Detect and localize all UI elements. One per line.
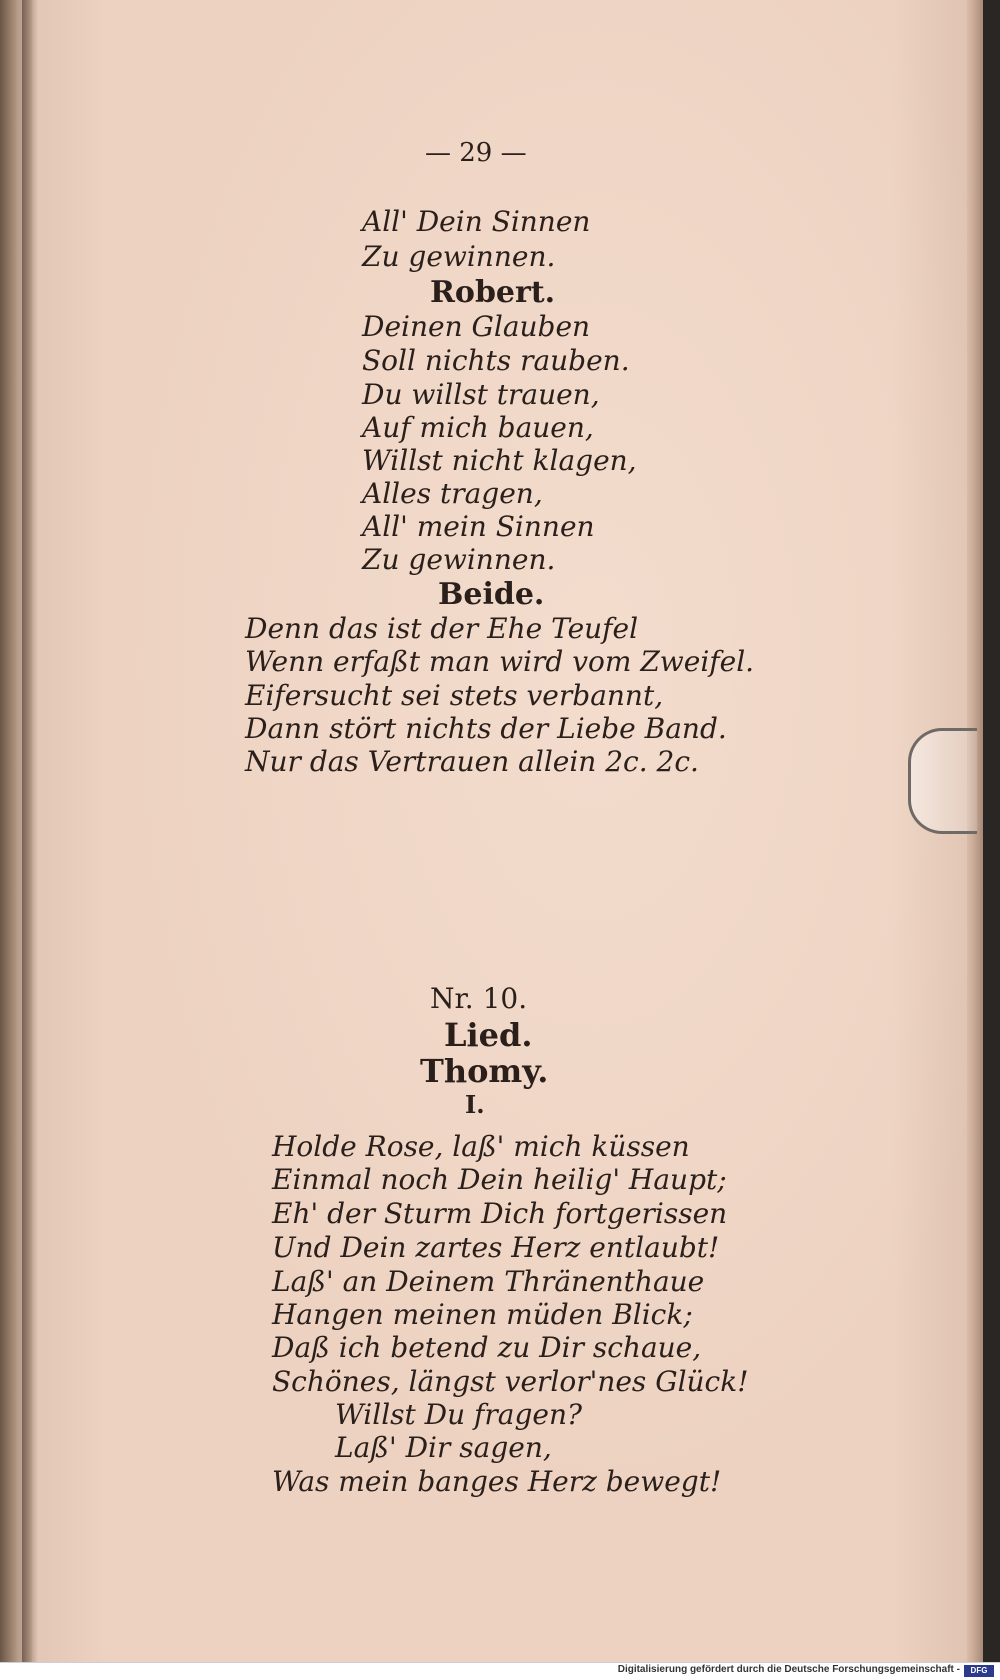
verse-line: Daß ich betend zu Dir schaue, [272, 1331, 702, 1364]
verse-line: Denn das ist der Ehe Teufel [245, 612, 639, 645]
dfg-logo: DFG [964, 1665, 994, 1677]
footer-bar [0, 1662, 1000, 1680]
verse-line: Laß' an Deinem Thränenthaue [272, 1265, 705, 1298]
verse-line: Soll nichts rauben. [362, 344, 630, 377]
verse-line: All' Dein Sinnen [362, 205, 591, 238]
stanza-number: I. [465, 1090, 485, 1119]
song-title: Lied. [444, 1016, 533, 1054]
verse-line: Hangen meinen müden Blick; [272, 1298, 693, 1331]
verse-line: Wenn erfaßt man wird vom Zweifel. [245, 645, 755, 678]
fore-edge [983, 0, 1000, 1662]
verse-line: Nur das Vertrauen allein 2c. 2c. [245, 745, 699, 778]
verse-line: Deinen Glauben [362, 310, 591, 343]
speaker-robert: Robert. [430, 275, 556, 310]
verse-line: Willst Du fragen? [335, 1398, 583, 1431]
verse-line: Willst nicht klagen, [362, 444, 637, 477]
verse-line: Alles tragen, [362, 477, 543, 510]
verse-line: All' mein Sinnen [362, 510, 595, 543]
verse-line: Und Dein zartes Herz entlaubt! [272, 1231, 720, 1264]
verse-line: Dann stört nichts der Liebe Band. [245, 712, 727, 745]
verse-line: Holde Rose, laß' mich küssen [272, 1130, 690, 1163]
speaker-beide: Beide. [438, 577, 545, 612]
verse-line: Eifersucht sei stets verbannt, [245, 679, 664, 712]
spine-shadow [22, 0, 38, 1662]
page-number: — 29 — [425, 138, 527, 168]
speaker-thomy: Thomy. [420, 1052, 549, 1090]
verse-line: Schönes, längst verlor'nes Glück! [272, 1365, 749, 1398]
verse-line: Zu gewinnen. [362, 240, 556, 273]
verse-line: Eh' der Sturm Dich fortgerissen [272, 1197, 728, 1230]
song-number: Nr. 10. [430, 982, 528, 1015]
verse-line: Laß' Dir sagen, [335, 1431, 552, 1464]
footer-credit: Digitalisierung gefördert durch die Deutsche Forschungsgemeinschaft - [617, 1664, 960, 1675]
verse-line: Was mein banges Herz bewegt! [272, 1465, 722, 1498]
verse-line: Zu gewinnen. [362, 543, 556, 576]
verse-line: Du willst trauen, [362, 378, 600, 411]
verse-line: Auf mich bauen, [362, 411, 594, 444]
page-clip-tab [908, 728, 977, 834]
verse-line: Einmal noch Dein heilig' Haupt; [272, 1163, 727, 1196]
